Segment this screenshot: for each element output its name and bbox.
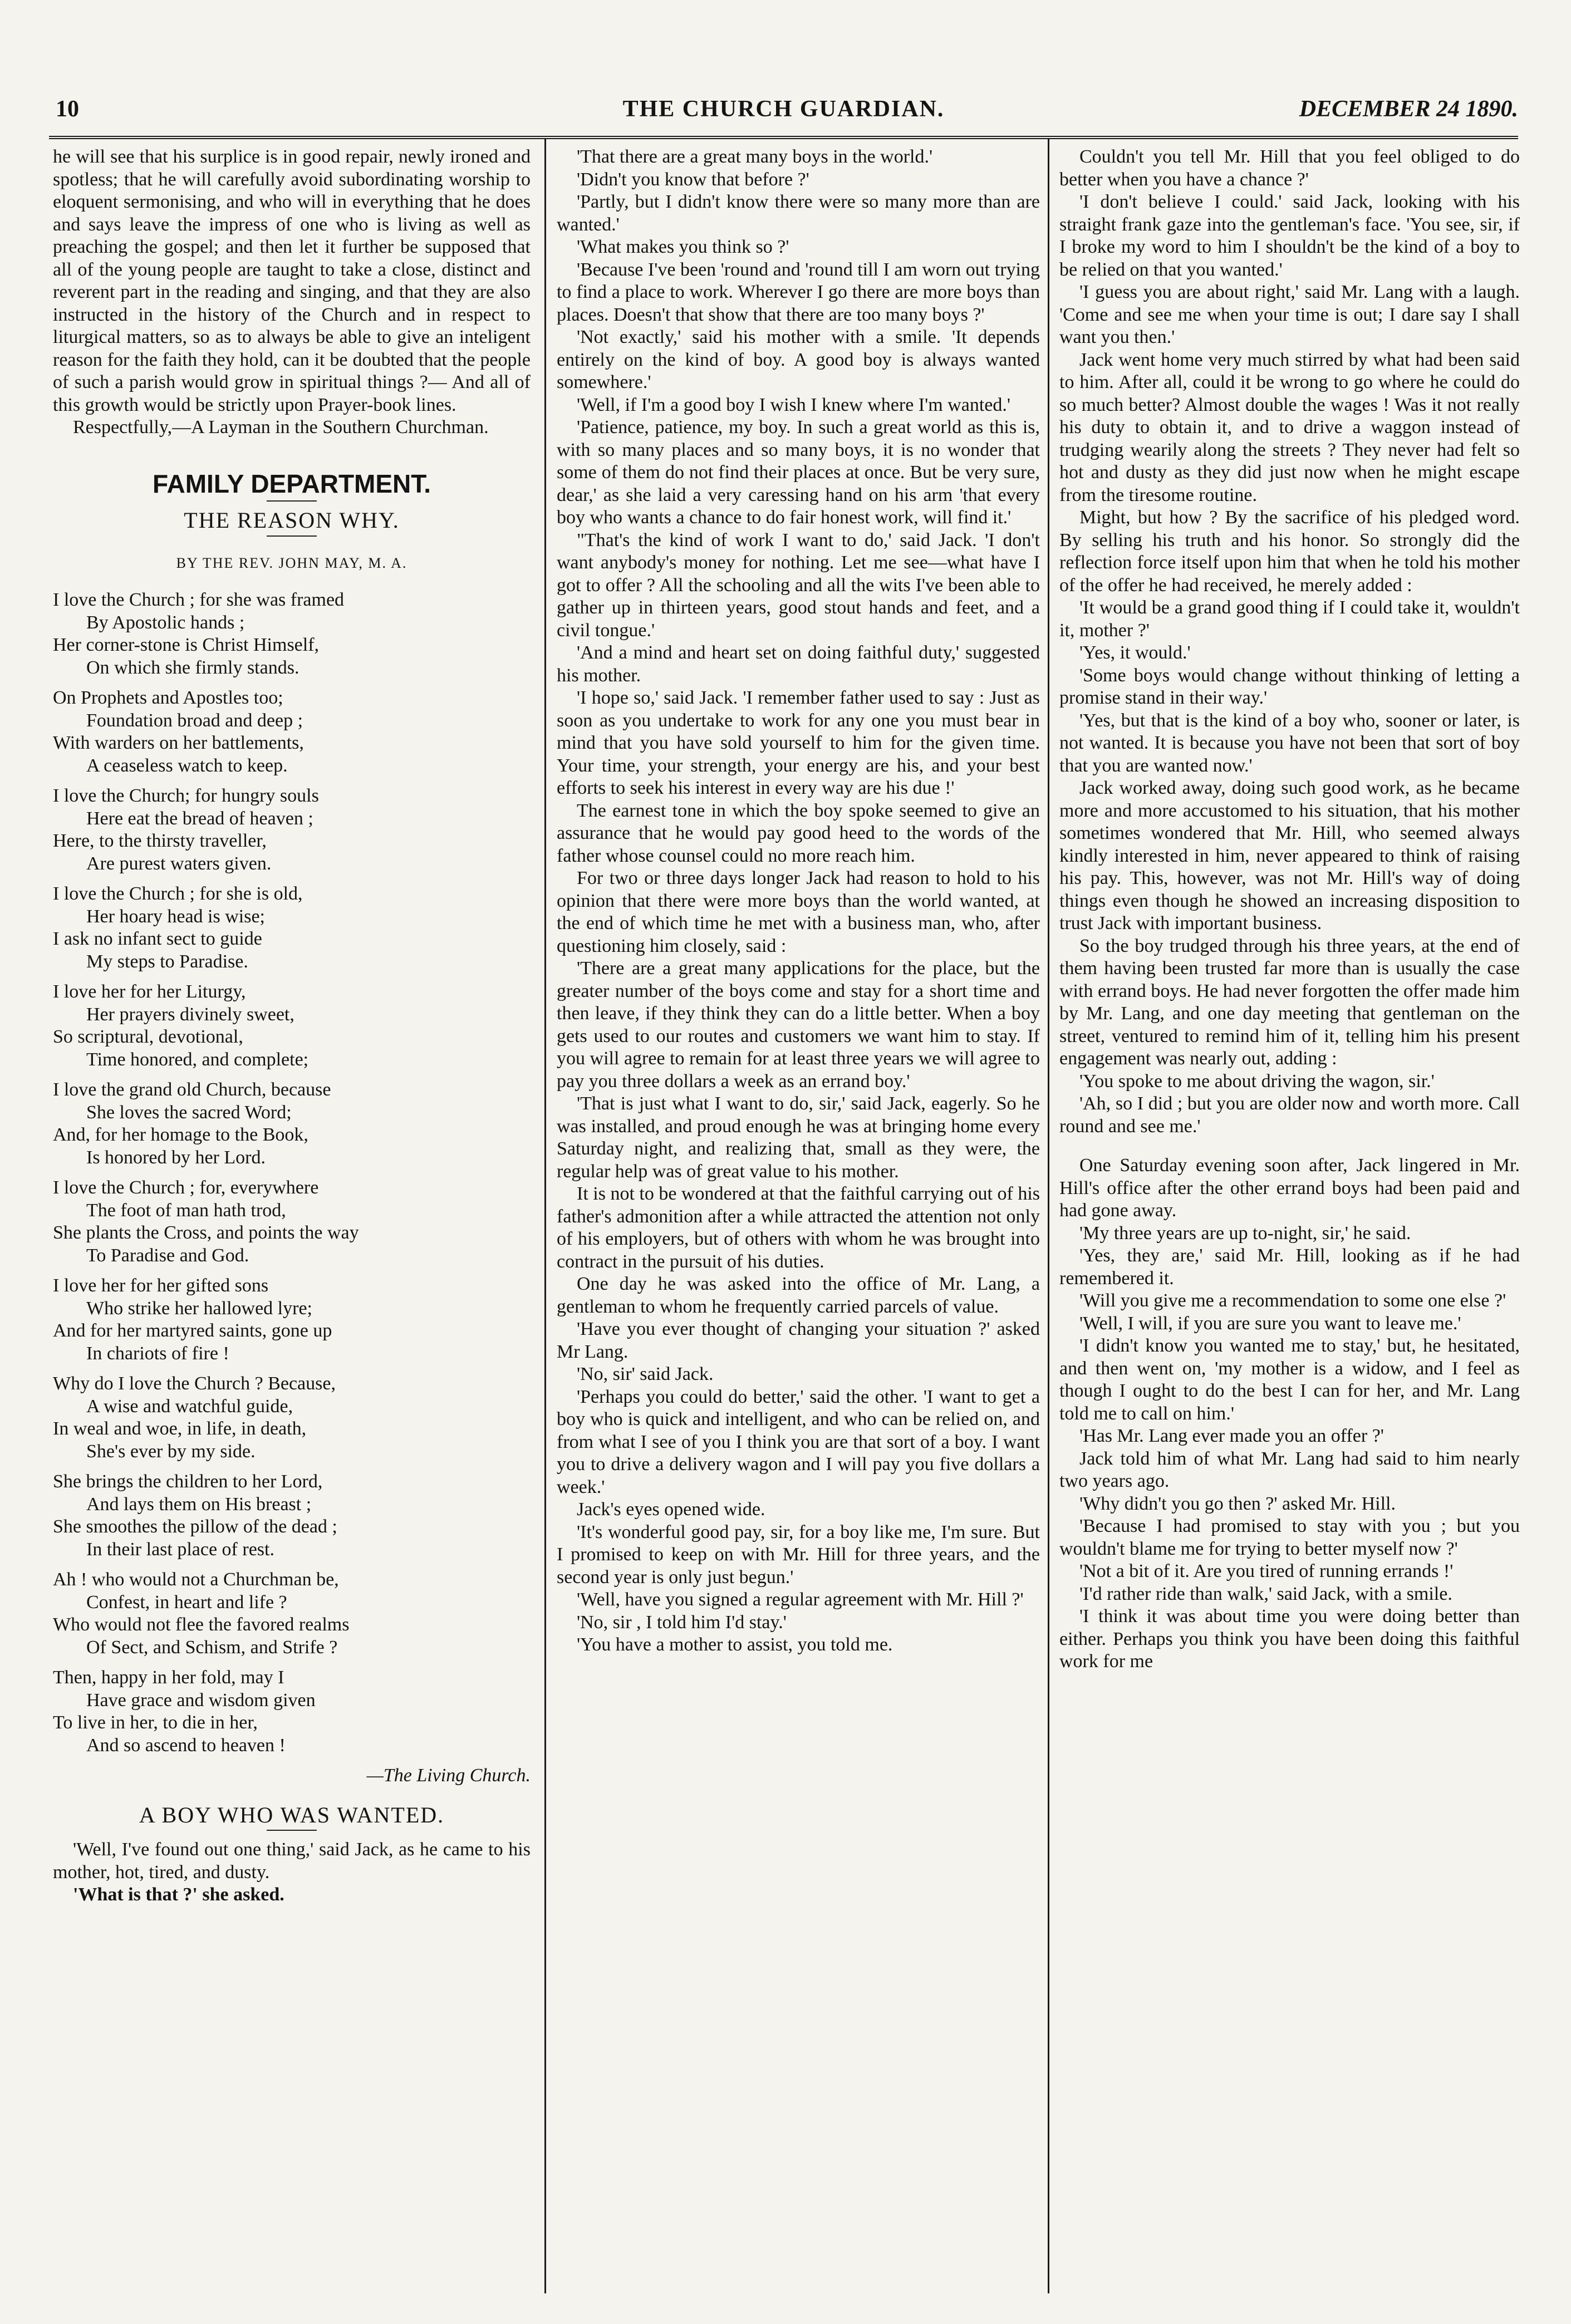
story-paragraph: 'Because I've been 'round and 'round till I am worn out trying to find a place to work. Wherever I go there are more boys than places. Doesn't that show that there are too many boys ?' bbox=[557, 259, 1040, 325]
poem-stanza bbox=[53, 687, 531, 777]
story-paragraph: The earnest tone in which the boy spoke seemed to give an assurance that he would pay good heed to the words of the father whose counsel could no more reach him. bbox=[557, 800, 1040, 866]
poem-stanza bbox=[53, 1667, 531, 1757]
article-signature: Respectfully,—A Layman in the Southern Churchman. bbox=[73, 417, 489, 438]
divider bbox=[267, 535, 317, 537]
poem-line: In weal and woe, in life, in death, bbox=[53, 1418, 307, 1439]
story-paragraph: 'There are a great many applications for the place, but the greater number of the boys come and stay for a short time and then leave, if they think they can do a little better. When a boy gets used to our routes and customers we want him to stay. If you will agree to remain for at least three years we will agree to pay you three dollars a week as an errand boy.' bbox=[557, 958, 1040, 1092]
poem-line: So scriptural, devotional, bbox=[53, 1026, 243, 1047]
story-paragraph: 'I didn't know you wanted me to stay,' but, he hesitated, and then went on, 'my mother is a widow, and I feel as though I ought to do the best I can for her, and Mr. Lang told me to call on him.' bbox=[1059, 1335, 1520, 1424]
poem-line: A ceaseless watch to keep. bbox=[86, 755, 288, 776]
poem-line: By Apostolic hands ; bbox=[86, 612, 245, 633]
story-continued bbox=[1059, 146, 1520, 1138]
poem-line: A wise and watchful guide, bbox=[86, 1396, 293, 1417]
story-paragraph: 'Yes, they are,' said Mr. Hill, looking as if he had remembered it. bbox=[1059, 1245, 1520, 1289]
poem-line: Who strike her hallowed lyre; bbox=[86, 1298, 312, 1319]
column-3 bbox=[1059, 146, 1520, 2294]
poem-line: In chariots of fire ! bbox=[86, 1343, 229, 1364]
poem-line: She plants the Cross, and points the way bbox=[53, 1222, 359, 1243]
column-divider bbox=[1048, 139, 1049, 2293]
story-paragraph: 'That is just what I want to do, sir,' said Jack, eagerly. So he was installed, and proud enough he was at bringing home every Saturday night, and realizing that, small as they were, the regular help was of great value to his mother. bbox=[557, 1093, 1040, 1182]
newspaper-title: THE CHURCH GUARDIAN. bbox=[622, 96, 945, 122]
poem-line: I love her for her gifted sons bbox=[53, 1275, 269, 1296]
poem-line: Confest, in heart and life ? bbox=[86, 1591, 287, 1613]
story-paragraph: 'No, sir' said Jack. bbox=[577, 1364, 714, 1384]
poem-line: To live in her, to die in her, bbox=[53, 1712, 258, 1733]
poem-line: To Paradise and God. bbox=[86, 1245, 249, 1266]
poem-line: I love the Church ; for she is old, bbox=[53, 883, 303, 904]
poem-line: Is honored by her Lord. bbox=[86, 1147, 266, 1168]
story-paragraph: 'Not a bit of it. Are you tired of running errands !' bbox=[1079, 1561, 1454, 1581]
story-paragraph: Couldn't you tell Mr. Hill that you feel obliged to do better when you have a chance ?' bbox=[1059, 146, 1520, 190]
story-paragraph: Might, but how ? By the sacrifice of his pledged word. By selling his truth and his honor. So strongly did the reflection force itself upon him that when he told his mother of the offer he had received, he merely added : bbox=[1059, 507, 1520, 596]
column-1 bbox=[53, 146, 531, 2294]
poem-stanza bbox=[53, 1471, 531, 1561]
story-paragraph: 'You have a mother to assist, you told me. bbox=[577, 1634, 893, 1655]
poem-line: I love the Church; for hungry souls bbox=[53, 785, 319, 806]
story-paragraph: 'My three years are up to-night, sir,' he said. bbox=[1079, 1222, 1411, 1244]
story-paragraph: 'No, sir , I told him I'd stay.' bbox=[577, 1611, 787, 1633]
poem-line: I ask no infant sect to guide bbox=[53, 928, 262, 949]
poem-line: She brings the children to her Lord, bbox=[53, 1471, 323, 1492]
poem-line: I love her for her Liturgy, bbox=[53, 981, 246, 1002]
story-paragraph: Jack went home very much stirred by what had been said to him. After all, could it be wrong to go where he could do so much better? Almost double the wages ! Was it not really his duty to obtain it, and to drive a waggon instead of trudging wearily along the streets ? They never had felt so hot and dusty as they did just now when he might escape from the tiresome routine. bbox=[1059, 349, 1520, 505]
poem-line: And, for her homage to the Book, bbox=[53, 1124, 308, 1145]
story-paragraph: It is not to be wondered at that the faithful carrying out of his father's admonition after a while attracted the attention not only of his employers, but of others with whom he was brought into contract in the pursuit of his duties. bbox=[557, 1183, 1040, 1272]
story-paragraph: 'I'd rather ride than walk,' said Jack, with a smile. bbox=[1079, 1583, 1452, 1604]
story-paragraph: 'Well, have you signed a regular agreement with Mr. Hill ?' bbox=[577, 1589, 1024, 1610]
poem-line: With warders on her battlements, bbox=[53, 733, 304, 753]
issue-date: DECEMBER 24 1890. bbox=[1299, 96, 1518, 122]
story-paragraph: 'What makes you think so ?' bbox=[577, 237, 789, 257]
poem-body bbox=[53, 589, 531, 1757]
poem-credit: —The Living Church. bbox=[366, 1765, 531, 1786]
story-paragraph: 'Has Mr. Lang ever made you an offer ?' bbox=[1079, 1426, 1384, 1446]
story-paragraph: 'You spoke to me about driving the wagon, sir.' bbox=[1079, 1070, 1435, 1092]
story-paragraph: One Saturday evening soon after, Jack lingered in Mr. Hill's office after the other errand boys had been paid and had gone away. bbox=[1059, 1155, 1520, 1221]
story-paragraph: 'Have you ever thought of changing your situation ?' asked Mr Lang. bbox=[557, 1319, 1040, 1362]
poem-line: She's ever by my side. bbox=[86, 1441, 256, 1462]
poem-line: My steps to Paradise. bbox=[86, 951, 248, 972]
poem-line: Ah ! who would not a Churchman be, bbox=[53, 1569, 339, 1590]
story-paragraph: 'Not exactly,' said his mother with a smile. 'It depends entirely on the kind of boy. A good boy is always wanted somewhere.' bbox=[557, 327, 1040, 392]
story-paragraph: 'What is that ?' she asked. bbox=[73, 1884, 284, 1905]
story-paragraph: Jack told him of what Mr. Lang had said to him nearly two years ago. bbox=[1059, 1448, 1520, 1491]
story-paragraph: 'I think it was about time you were doing better than either. Perhaps you think you have been doing this faithful work for me bbox=[1059, 1606, 1520, 1672]
poem-line: I love the grand old Church, because bbox=[53, 1079, 331, 1100]
poem-line: Her hoary head is wise; bbox=[86, 906, 266, 927]
poem-line: Foundation broad and deep ; bbox=[86, 710, 303, 731]
story-paragraph: 'Will you give me a recommendation to some one else ?' bbox=[1079, 1290, 1506, 1311]
poem-stanza bbox=[53, 1177, 531, 1267]
poem-line: I love the Church ; for, everywhere bbox=[53, 1177, 319, 1198]
story-paragraph: Jack's eyes opened wide. bbox=[577, 1499, 765, 1520]
article-paragraph: he will see that his surplice is in good repair, newly ironed and spotless; that he will carefully avoid subordinating worship to eloquent sermonising, and who will in everything that he does and says leave the impress of one who is living as well as preaching the gospel; and then let it further be supposed that all of the young people are taught to take a close, distinct and reverent part in the reading and singing, and that they are also instructed in the history of the Church and in respect to liturgical matters, so as to always be able to give an inteligent reason for the faith they hold, can it be doubted that the people of such a parish would grow in spiritual things ?— And all of this growth would be strictly upon Prayer-book lines. bbox=[53, 146, 531, 415]
story-paragraph: 'Why didn't you go then ?' asked Mr. Hill. bbox=[1079, 1493, 1396, 1514]
poem-line: Then, happy in her fold, may I bbox=[53, 1667, 284, 1688]
poem-line: I love the Church ; for she was framed bbox=[53, 589, 345, 610]
poem-line: Here, to the thirsty traveller, bbox=[53, 831, 267, 851]
story-paragraph: 'Partly, but I didn't know there were so many more than are wanted.' bbox=[557, 191, 1040, 235]
poem-line: Have grace and wisdom given bbox=[86, 1689, 316, 1711]
header-rule bbox=[49, 136, 1518, 139]
poem-stanza bbox=[53, 981, 531, 1071]
story-paragraph: For two or three days longer Jack had reason to hold to his opinion that there were more boys than the world wanted, at the end of which time he met with a business man, who, after questioning him closely, said : bbox=[557, 868, 1040, 956]
page-number: 10 bbox=[56, 96, 79, 122]
poem-line: On which she firmly stands. bbox=[86, 657, 300, 678]
story-paragraph: 'Perhaps you could do better,' said the other. 'I want to get a boy who is quick and intelligent, and who can be relied on, and from what I see of you I think you are that sort of a boy. I want you to drive a delivery wagon and I will pay you five dollars a week.' bbox=[557, 1386, 1040, 1497]
story-paragraph: 'Well, if I'm a good boy I wish I knew where I'm wanted.' bbox=[577, 394, 1011, 415]
poem-line: Her corner-stone is Christ Himself, bbox=[53, 635, 320, 655]
story-paragraph: 'Yes, but that is the kind of a boy who, sooner or later, is not wanted. It is because you have not been that sort of boy that you are wanted now.' bbox=[1059, 710, 1520, 776]
story-paragraph: 'It's wonderful good pay, sir, for a boy like me, I'm sure. But I promised to keep on with Mr. Hill for three years, and the second year is only just begun.' bbox=[557, 1521, 1040, 1588]
poem-line: Her prayers divinely sweet, bbox=[86, 1004, 294, 1025]
section-heading: FAMILY DEPARTMENT. bbox=[152, 469, 431, 498]
story-paragraph: 'That there are a great many boys in the world.' bbox=[577, 146, 933, 167]
poem-line: Who would not flee the favored realms bbox=[53, 1614, 350, 1635]
story-paragraph: 'And a mind and heart set on doing faithful duty,' suggested his mother. bbox=[557, 642, 1040, 686]
story-paragraph: 'Yes, it would.' bbox=[1079, 642, 1191, 663]
story-paragraph: Jack worked away, doing such good work, as he became more and more accustomed to his situation, that his mother sometimes wondered that Mr. Hill, who seemed always kindly interested in him, never appeared to think of raising his pay. This, however, was not Mr. Hill's way of doing things even though he showed an increasing disposition to trust Jack with important business. bbox=[1059, 778, 1520, 933]
story-title: A BOY WHO WAS WANTED. bbox=[139, 1802, 445, 1827]
column-2 bbox=[557, 146, 1040, 2294]
column-divider bbox=[544, 139, 546, 2293]
poem-stanza bbox=[53, 589, 531, 679]
masthead bbox=[49, 96, 1518, 140]
poem-stanza bbox=[53, 1079, 531, 1169]
poem-line: Are purest waters given. bbox=[86, 853, 272, 874]
poem-line: The foot of man hath trod, bbox=[86, 1200, 286, 1221]
poem-stanza bbox=[53, 883, 531, 973]
poem-line: Why do I love the Church ? Because, bbox=[53, 1373, 336, 1394]
story-paragraph: One day he was asked into the office of Mr. Lang, a gentleman to whom he frequently carried parcels of value. bbox=[557, 1274, 1040, 1317]
story-paragraph: 'I hope so,' said Jack. 'I remember father used to say : Just as soon as you undertake to work for any one you must bear in mind that you have sold yourself to him for the given time. Your time, your strength, your energy are his, and your best efforts to seek his interest in every way are his due !' bbox=[557, 687, 1040, 798]
story-paragraph: 'Well, I will, if you are sure you want to leave me.' bbox=[1079, 1313, 1461, 1334]
poem-stanza bbox=[53, 785, 531, 875]
poem-line: In their last place of rest. bbox=[86, 1539, 274, 1560]
poem-stanza bbox=[53, 1275, 531, 1365]
story-paragraph: 'Because I had promised to stay with you ; but you wouldn't blame me for trying to better myself now ?' bbox=[1059, 1516, 1520, 1559]
divider bbox=[267, 500, 317, 502]
story-paragraph: 'I guess you are about right,' said Mr. Lang with a laugh. 'Come and see me when your time is out; I dare say I shall want you then.' bbox=[1059, 282, 1520, 347]
poem-stanza bbox=[53, 1569, 531, 1659]
poem-line: On Prophets and Apostles too; bbox=[53, 687, 283, 708]
story-paragraph: 'I don't believe I could.' said Jack, looking with his straight frank gaze into the gentleman's face. 'You see, sir, if I broke my word to him I shouldn't be the kind of a boy to be relied on that you wanted.' bbox=[1059, 191, 1520, 280]
poem-line: And lays them on His breast ; bbox=[86, 1493, 312, 1515]
story-paragraph: 'Some boys would change without thinking of letting a promise stand in their way.' bbox=[1059, 665, 1520, 708]
poem-line: And for her martyred saints, gone up bbox=[53, 1320, 332, 1341]
poem-line: Here eat the bread of heaven ; bbox=[86, 808, 313, 829]
poem-title: THE REASON WHY. bbox=[184, 508, 400, 533]
divider bbox=[267, 1830, 317, 1831]
poem-stanza bbox=[53, 1373, 531, 1463]
poem-byline: BY THE REV. JOHN MAY, M. A. bbox=[176, 554, 408, 571]
poem-line: She smoothes the pillow of the dead ; bbox=[53, 1516, 337, 1537]
story-paragraph: So the boy trudged through his three years, at the end of them having been trusted far more than is usually the case with errand boys. He had never forgotten the offer made him by Mr. Lang, and one day meeting that gentleman on the street, ventured to remind him of it, telling him his present engagement was nearly out, adding : bbox=[1059, 935, 1520, 1069]
poem-line: She loves the sacred Word; bbox=[86, 1102, 292, 1123]
story-paragraph: 'It would be a grand good thing if I could take it, wouldn't it, mother ?' bbox=[1059, 597, 1520, 641]
poem-line: And so ascend to heaven ! bbox=[86, 1735, 286, 1756]
poem-line: Of Sect, and Schism, and Strife ? bbox=[86, 1637, 338, 1658]
poem-line: Time honored, and complete; bbox=[86, 1049, 309, 1070]
story-paragraph: "That's the kind of work I want to do,' said Jack. 'I don't want anybody's money for nothing. Let me see—what have I got to offer ? All the schooling and all the wits I've been able to gather up in thirteen years, good stout hands and feet, and a civil tongue.' bbox=[557, 529, 1040, 641]
story-paragraph: 'Didn't you know that before ?' bbox=[577, 169, 809, 190]
story-paragraph: 'Patience, patience, my boy. In such a great world as this is, with so many places and so many boys, it is no wonder that some of them do not find their places at once. But be very sure, dear,' as she laid a very caressing hand on his arm 'that every boy who wants a chance to do fair honest work, will find it.' bbox=[557, 417, 1040, 528]
story-continued-section bbox=[1059, 1154, 1520, 1673]
story-paragraph: 'Well, I've found out one thing,' said Jack, as he came to his mother, hot, tired, and dusty. bbox=[53, 1839, 531, 1883]
story-paragraph: 'Ah, so I did ; but you are older now and worth more. Call round and see me.' bbox=[1059, 1093, 1520, 1137]
